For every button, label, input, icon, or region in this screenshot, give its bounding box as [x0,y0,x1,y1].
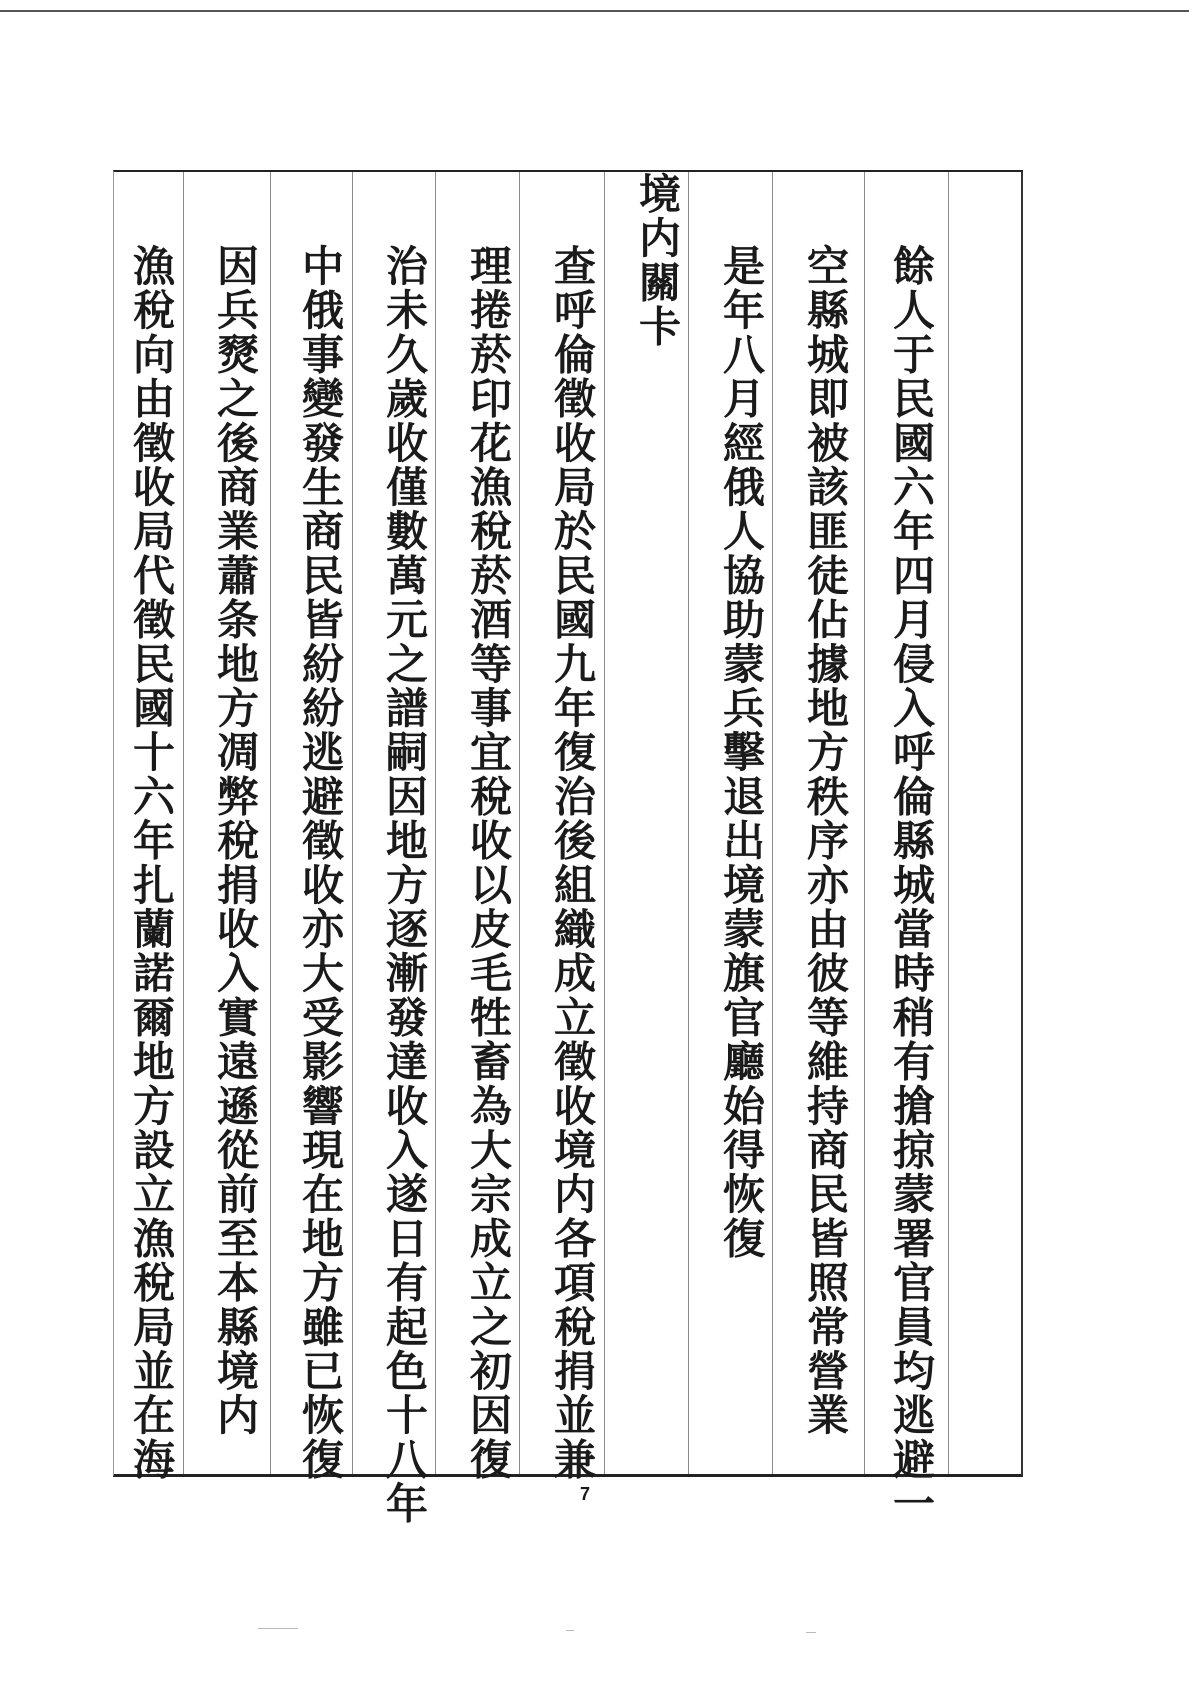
scan-artifact [806,1632,816,1633]
text-column-9: 因兵燹之後商業蕭条地方凋弊稅捐收入實遠遜從前至本縣境内 [211,244,260,1438]
column-rule [604,172,605,1474]
text-column-7: 治未久歲收僅數萬元之譜嗣因地方逐漸發達收入遂日有起色十八年 [380,244,429,1526]
column-rule [519,172,520,1474]
column-rule [183,172,184,1474]
text-column-1: 餘人于民國六年四月侵入呼倫縣城當時稍有搶掠蒙署官員均逃避一 [887,244,936,1526]
column-rule [772,172,773,1474]
column-rule [948,172,949,1474]
page-number: 7 [579,1484,590,1504]
section-heading: 境内關卡 [633,172,682,349]
scan-artifact [258,1628,298,1629]
text-column-10: 漁稅向由徵收局代徵民國十六年扎蘭諾爾地方設立漁稅局並在海 [127,244,176,1482]
text-column-3: 是年八月經俄人協助蒙兵擊退出境蒙旗官廳始得恢復 [717,244,766,1261]
scan-top-rule [0,10,1189,12]
text-column-5: 查呼倫徵收局於民國九年復治後組織成立徵收境内各項稅捐並兼 [548,244,597,1482]
text-column-8: 中俄事變發生商民皆紛紛逃避徵收亦大受影響現在地方雖已恢復 [296,244,345,1482]
column-rule [864,172,865,1474]
column-rule [270,172,271,1474]
text-column-2: 空縣城即被該匪徒佔據地方秩序亦由彼等維持商民皆照常營業 [801,244,850,1438]
scan-artifact [566,1630,574,1631]
text-column-6: 理捲菸印花漁稅菸酒等事宜稅收以皮毛牲畜為大宗成立之初因復 [464,244,513,1482]
column-rule [435,172,436,1474]
column-rule [688,172,689,1474]
column-rule [352,172,353,1474]
